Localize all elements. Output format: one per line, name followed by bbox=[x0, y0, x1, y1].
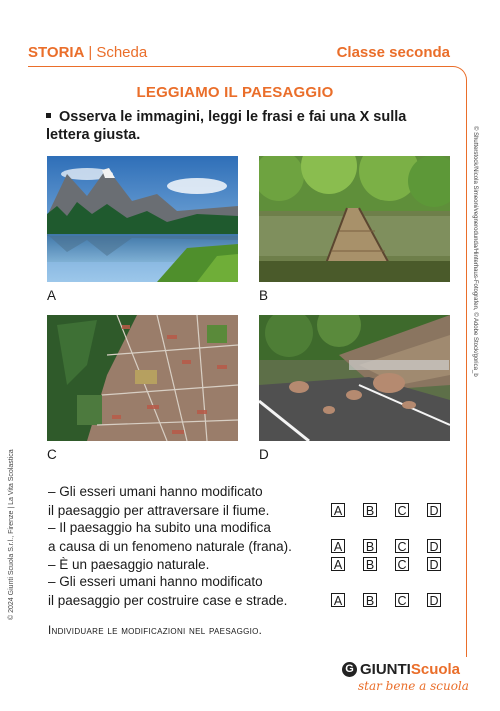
q3-option-d[interactable]: D bbox=[427, 557, 441, 571]
question-1-options bbox=[331, 503, 459, 517]
question-2-options bbox=[331, 539, 459, 553]
photo-c-caption: C bbox=[47, 447, 57, 462]
bullet-icon bbox=[46, 113, 51, 118]
instruction-text: Osserva le immagini, leggi le frasi e fai una X sulla lettera giusta. bbox=[46, 109, 407, 143]
header-subject bbox=[28, 44, 147, 61]
question-1-line-2: il paesaggio per attraversare il fiume. bbox=[48, 502, 270, 518]
question-2-line-1: – Il paesaggio ha subito una modifica bbox=[48, 520, 271, 535]
question-3-options bbox=[331, 557, 459, 571]
brand-name-scuola: Scuola bbox=[410, 661, 461, 678]
q1-option-b[interactable]: B bbox=[363, 503, 377, 517]
photo-a-mountain-lake bbox=[47, 156, 238, 282]
kind-label: Scheda bbox=[96, 44, 148, 61]
photo-d-landslide bbox=[259, 315, 450, 441]
learning-objective: Individuare le modificazioni nel paesaggio. bbox=[48, 625, 263, 637]
photo-b-wooden-bridge bbox=[259, 156, 450, 282]
q4-option-a[interactable]: A bbox=[331, 593, 345, 607]
photo-c-aerial-city bbox=[47, 315, 238, 441]
q4-option-c[interactable]: C bbox=[395, 593, 409, 607]
q3-option-c[interactable]: C bbox=[395, 557, 409, 571]
question-3-line-1: – È un paesaggio naturale. bbox=[48, 557, 210, 572]
brand-logo bbox=[342, 661, 469, 693]
giunti-logo-icon: G bbox=[342, 662, 357, 677]
question-4 bbox=[48, 573, 320, 610]
q1-option-c[interactable]: C bbox=[395, 503, 409, 517]
question-4-line-2: il paesaggio per costruire case e strade. bbox=[48, 592, 288, 608]
question-4-line-1: – Gli esseri umani hanno modificato bbox=[48, 574, 263, 589]
photo-b-caption: B bbox=[259, 288, 269, 303]
q1-option-a[interactable]: A bbox=[331, 503, 345, 517]
question-3 bbox=[48, 556, 320, 575]
q2-option-d[interactable]: D bbox=[427, 539, 441, 553]
grade-label: Classe seconda bbox=[336, 44, 450, 61]
instruction bbox=[46, 108, 446, 144]
q1-option-d[interactable]: D bbox=[427, 503, 441, 517]
brand-name-giunti: GIUNTI bbox=[360, 661, 411, 678]
photo-a-caption: A bbox=[47, 288, 57, 303]
question-4-options bbox=[331, 593, 459, 607]
side-copyright: © 2024 Giunti Scuola S.r.l., Firenze | La Vita Scolastica bbox=[8, 449, 15, 620]
q3-option-a[interactable]: A bbox=[331, 557, 345, 571]
subject-label: STORIA bbox=[28, 44, 85, 61]
q2-option-a[interactable]: A bbox=[331, 539, 345, 553]
header-separator: | bbox=[88, 44, 93, 61]
question-1 bbox=[48, 483, 320, 520]
q2-option-c[interactable]: C bbox=[395, 539, 409, 553]
q3-option-b[interactable]: B bbox=[363, 557, 377, 571]
question-2-line-2: a causa di un fenomeno naturale (frana). bbox=[48, 538, 292, 554]
q4-option-d[interactable]: D bbox=[427, 593, 441, 607]
question-2 bbox=[48, 519, 320, 556]
q4-option-b[interactable]: B bbox=[363, 593, 377, 607]
brand-slogan: star bene a scuola bbox=[358, 679, 469, 693]
photo-d-caption: D bbox=[259, 447, 269, 462]
page-title: LEGGIAMO IL PAESAGGIO bbox=[136, 84, 334, 101]
side-photo-credits: © Shutterstock/Nicola Simeoni/vegnerodunda/Hinterhaus-Fotografen, © Adobe Stock/gorica_b bbox=[472, 126, 478, 377]
question-1-line-1: – Gli esseri umani hanno modificato bbox=[48, 484, 263, 499]
q2-option-b[interactable]: B bbox=[363, 539, 377, 553]
